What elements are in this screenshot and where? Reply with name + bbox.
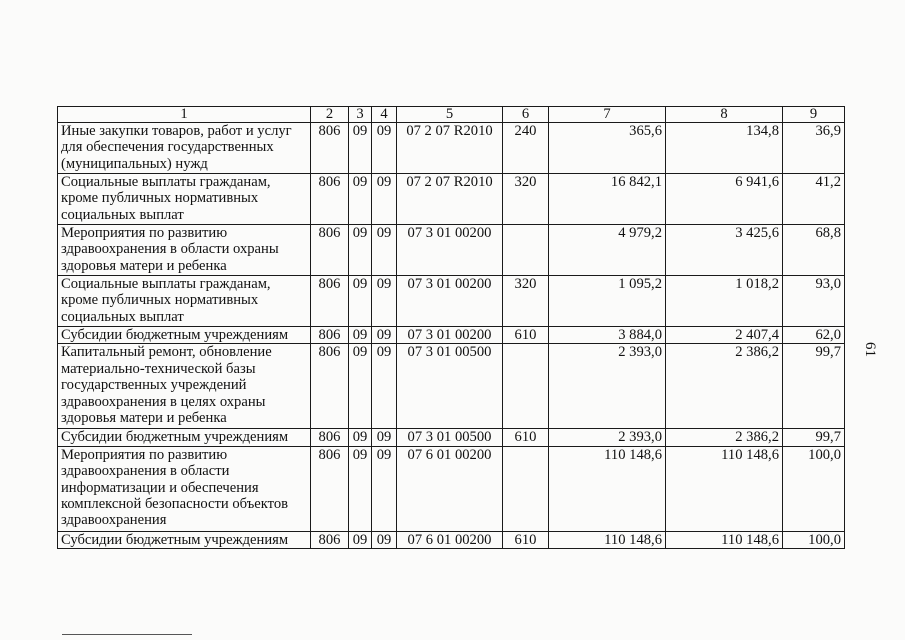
page-number: 61 xyxy=(862,342,878,357)
cell-section: 09 xyxy=(349,276,372,327)
cell-value-9: 99,7 xyxy=(783,429,845,446)
cell-ministry-code: 806 xyxy=(311,174,349,225)
cell-value-8: 110 148,6 xyxy=(666,446,783,531)
cell-subsection: 09 xyxy=(372,276,397,327)
cell-value-8: 3 425,6 xyxy=(666,225,783,276)
cell-subsection: 09 xyxy=(372,327,397,344)
cell-subsection: 09 xyxy=(372,531,397,548)
cell-section: 09 xyxy=(349,446,372,531)
cell-value-7: 365,6 xyxy=(549,123,666,174)
cell-value-9: 100,0 xyxy=(783,446,845,531)
table-header-row xyxy=(58,107,845,123)
column-header: 9 xyxy=(783,107,845,123)
column-header: 6 xyxy=(503,107,549,123)
cell-value-7: 2 393,0 xyxy=(549,344,666,429)
cell-value-8: 6 941,6 xyxy=(666,174,783,225)
row-name: Социальные выплаты гражданам, кроме публичных нормативных социальных выплат xyxy=(58,276,311,327)
cell-expense-type: 320 xyxy=(503,174,549,225)
cell-subsection: 09 xyxy=(372,225,397,276)
cell-ministry-code: 806 xyxy=(311,446,349,531)
bottom-rule xyxy=(62,634,192,635)
cell-expense-type: 610 xyxy=(503,327,549,344)
cell-target-article: 07 3 01 00200 xyxy=(397,276,503,327)
cell-value-9: 99,7 xyxy=(783,344,845,429)
row-name: Субсидии бюджетным учреждениям xyxy=(58,327,311,344)
budget-table xyxy=(57,106,845,549)
cell-value-7: 110 148,6 xyxy=(549,531,666,548)
cell-target-article: 07 3 01 00200 xyxy=(397,225,503,276)
cell-target-article: 07 3 01 00200 xyxy=(397,327,503,344)
cell-expense-type xyxy=(503,344,549,429)
cell-value-9: 68,8 xyxy=(783,225,845,276)
column-header: 2 xyxy=(311,107,349,123)
cell-expense-type: 610 xyxy=(503,429,549,446)
cell-expense-type: 240 xyxy=(503,123,549,174)
row-name: Иные закупки товаров, работ и услуг для обеспечения государственных (муниципальных) нужд xyxy=(58,123,311,174)
row-name: Мероприятия по развитию здравоохранения в области охраны здоровья матери и ребенка xyxy=(58,225,311,276)
cell-ministry-code: 806 xyxy=(311,327,349,344)
row-name: Социальные выплаты гражданам, кроме публичных нормативных социальных выплат xyxy=(58,174,311,225)
cell-value-7: 4 979,2 xyxy=(549,225,666,276)
cell-subsection: 09 xyxy=(372,123,397,174)
cell-subsection: 09 xyxy=(372,344,397,429)
cell-value-7: 2 393,0 xyxy=(549,429,666,446)
column-header: 7 xyxy=(549,107,666,123)
cell-ministry-code: 806 xyxy=(311,344,349,429)
cell-expense-type xyxy=(503,225,549,276)
cell-value-7: 3 884,0 xyxy=(549,327,666,344)
cell-target-article: 07 3 01 00500 xyxy=(397,429,503,446)
cell-section: 09 xyxy=(349,225,372,276)
cell-target-article: 07 2 07 R2010 xyxy=(397,123,503,174)
cell-ministry-code: 806 xyxy=(311,429,349,446)
cell-subsection: 09 xyxy=(372,174,397,225)
cell-expense-type: 320 xyxy=(503,276,549,327)
table-row xyxy=(58,276,845,327)
cell-section: 09 xyxy=(349,174,372,225)
cell-value-7: 16 842,1 xyxy=(549,174,666,225)
table-row xyxy=(58,327,845,344)
cell-subsection: 09 xyxy=(372,446,397,531)
cell-ministry-code: 806 xyxy=(311,123,349,174)
cell-section: 09 xyxy=(349,429,372,446)
cell-target-article: 07 6 01 00200 xyxy=(397,446,503,531)
column-header: 3 xyxy=(349,107,372,123)
cell-section: 09 xyxy=(349,123,372,174)
table-row xyxy=(58,123,845,174)
cell-value-8: 1 018,2 xyxy=(666,276,783,327)
cell-value-8: 134,8 xyxy=(666,123,783,174)
table-row xyxy=(58,225,845,276)
cell-value-9: 62,0 xyxy=(783,327,845,344)
table-row xyxy=(58,531,845,548)
column-header: 5 xyxy=(397,107,503,123)
row-name: Мероприятия по развитию здравоохранения в области информатизации и обеспечения комплексной безопасности объектов здравоохранения xyxy=(58,446,311,531)
cell-expense-type xyxy=(503,446,549,531)
cell-expense-type: 610 xyxy=(503,531,549,548)
cell-value-8: 110 148,6 xyxy=(666,531,783,548)
cell-value-8: 2 386,2 xyxy=(666,344,783,429)
table-row xyxy=(58,344,845,429)
cell-value-8: 2 386,2 xyxy=(666,429,783,446)
cell-value-9: 100,0 xyxy=(783,531,845,548)
column-header: 8 xyxy=(666,107,783,123)
cell-ministry-code: 806 xyxy=(311,225,349,276)
cell-value-7: 110 148,6 xyxy=(549,446,666,531)
row-name: Субсидии бюджетным учреждениям xyxy=(58,429,311,446)
cell-section: 09 xyxy=(349,531,372,548)
cell-target-article: 07 2 07 R2010 xyxy=(397,174,503,225)
row-name: Субсидии бюджетным учреждениям xyxy=(58,531,311,548)
cell-value-7: 1 095,2 xyxy=(549,276,666,327)
cell-value-9: 93,0 xyxy=(783,276,845,327)
cell-section: 09 xyxy=(349,344,372,429)
column-header: 1 xyxy=(58,107,311,123)
cell-target-article: 07 6 01 00200 xyxy=(397,531,503,548)
column-header: 4 xyxy=(372,107,397,123)
cell-subsection: 09 xyxy=(372,429,397,446)
row-name: Капитальный ремонт, обновление материально-технической базы государственных учреждений здравоохранения в целях охраны здоровья матери и ребенка xyxy=(58,344,311,429)
table-row xyxy=(58,174,845,225)
cell-value-9: 41,2 xyxy=(783,174,845,225)
table-row xyxy=(58,429,845,446)
cell-section: 09 xyxy=(349,327,372,344)
cell-ministry-code: 806 xyxy=(311,276,349,327)
cell-value-9: 36,9 xyxy=(783,123,845,174)
table-row xyxy=(58,446,845,531)
cell-ministry-code: 806 xyxy=(311,531,349,548)
cell-value-8: 2 407,4 xyxy=(666,327,783,344)
cell-target-article: 07 3 01 00500 xyxy=(397,344,503,429)
